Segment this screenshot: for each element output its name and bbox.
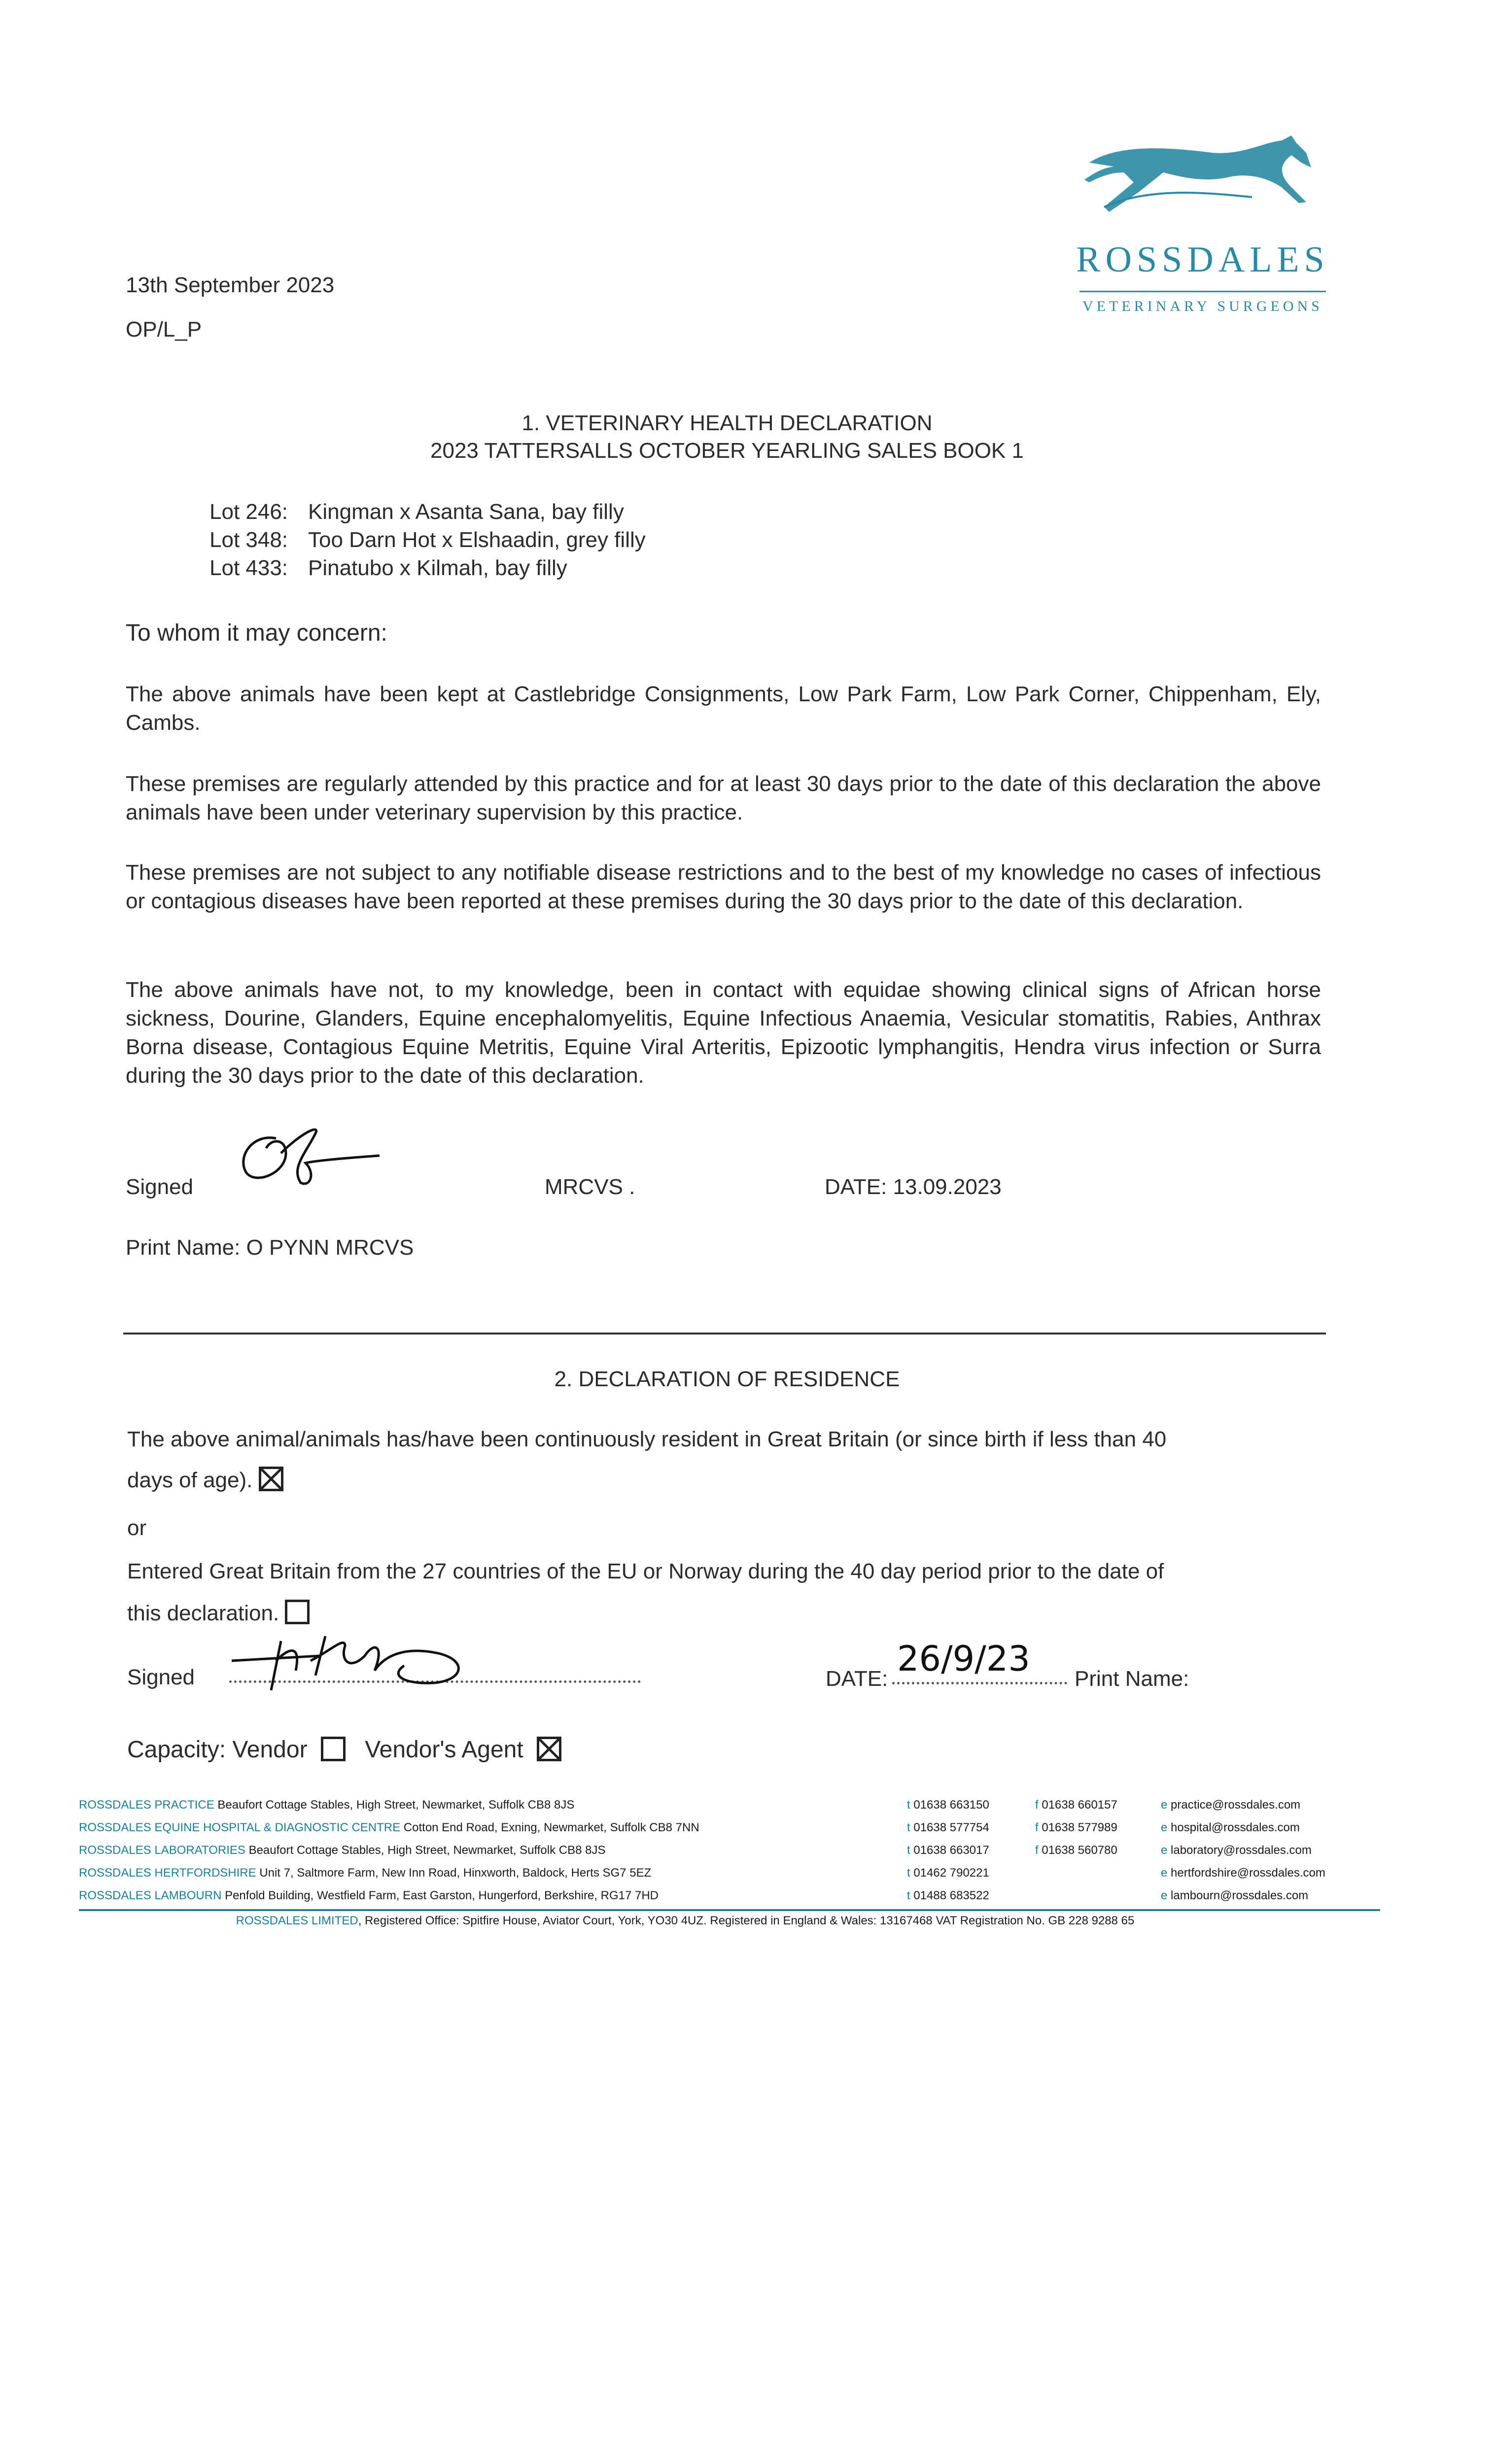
or-label: or [127, 1516, 147, 1540]
footer-row: ROSSDALES EQUINE HOSPITAL & DIAGNOSTIC CENTRE Cotton End Road, Exning, Newmarket, Suffolk CB8 7NN t 01638 577754 f 01638 577989 e hospital@rossdales.com [79, 1821, 1300, 1834]
paragraph-restrictions: These premises are not subject to any notifiable disease restrictions and to the best of my knowledge no cases of infectious or contagious diseases have been reported at these premises during the 30 days prior to the date of this declaration. [126, 860, 1321, 913]
brand-divider [1079, 291, 1326, 292]
section-divider [123, 1333, 1326, 1335]
vendor-checkbox[interactable] [321, 1737, 346, 1761]
vet-signature [232, 1119, 389, 1188]
section2-title: 2. DECLARATION OF RESIDENCE [554, 1367, 900, 1391]
residence-option2 [127, 1599, 310, 1627]
footer-row: ROSSDALES PRACTICE Beaufort Cottage Stables, High Street, Newmarket, Suffolk CB8 8JS t 01638 663150 f 01638 660157 e practice@rossdales.com [79, 1798, 1301, 1812]
paragraph-premises: The above animals have been kept at Castlebridge Consignments, Low Park Farm, Low Park Corner, Chippenham, Ely, Cambs. [126, 682, 1321, 735]
vet-date: DATE: 13.09.2023 [825, 1175, 1002, 1199]
rossdales-horse-logo [1075, 133, 1331, 237]
capacity-row [127, 1735, 561, 1765]
letter-reference: OP/L_P [126, 317, 202, 342]
vendors-agent-checkbox[interactable] [537, 1737, 561, 1761]
salutation: To whom it may concern: [126, 620, 387, 646]
lot-item: Lot 246: Kingman x Asanta Sana, bay filly [209, 500, 624, 524]
residence-option2-line2: this declaration. [127, 1601, 279, 1625]
vet-print-name: Print Name: O PYNN MRCVS [126, 1235, 414, 1260]
vet-signed-label: Signed [126, 1175, 194, 1199]
footer-row: ROSSDALES LABORATORIES Beaufort Cottage Stables, High Street, Newmarket, Suffolk CB8 8JS t 01638 663017 f 01638 560780 e laboratory@rossdales.com [79, 1844, 1312, 1857]
resident-checkbox[interactable] [259, 1467, 283, 1491]
vendor-signature [227, 1626, 493, 1695]
residence-option1 [127, 1466, 283, 1494]
lot-list [209, 498, 646, 582]
brand-name: ROSSDALES [1076, 240, 1329, 280]
residence-option1-line2: days of age). [127, 1468, 253, 1492]
residence-option2-line1: Entered Great Britain from the 27 countries of the EU or Norway during the 40 day period prior to the date of [127, 1559, 1164, 1583]
footer [79, 1794, 1380, 1931]
lot-item: Lot 433: Pinatubo x Kilmah, bay filly [209, 556, 567, 580]
footer-company: ROSSDALES LIMITED, Registered Office: Spitfire House, Aviator Court, York, YO30 4UZ. Registered in England & Wales: 13167468 VAT Registration No. GB 228 9288 65 [236, 1914, 1135, 1927]
section1-subtitle: 2023 TATTERSALLS OCTOBER YEARLING SALES BOOK 1 [430, 439, 1024, 463]
vendor-signed-label: Signed [127, 1665, 195, 1689]
footer-row: ROSSDALES LAMBOURN Penfold Building, Westfield Farm, East Garston, Hungerford, Berkshire, RG17 7HD t 01488 683522 e lambourn@rossdales.com [79, 1889, 1309, 1902]
vendor-handwritten-date: 26/9/23 [897, 1639, 1030, 1679]
mrcvs-label: MRCVS . [545, 1175, 635, 1199]
paragraph-supervision: These premises are regularly attended by this practice and for at least 30 days prior to the date of this declaration the above animals have been under veterinary supervision by this practice. [126, 772, 1321, 824]
vendor-print-name-label: Print Name: [1075, 1667, 1189, 1691]
section1-title: 1. VETERINARY HEALTH DECLARATION [522, 411, 933, 435]
footer-row: ROSSDALES HERTFORDSHIRE Unit 7, Saltmore Farm, New Inn Road, Hinxworth, Baldock, Herts SG7 5EZ t 01462 790221 e hertfordshire@rossdales.com [79, 1866, 1325, 1880]
letter-date: 13th September 2023 [126, 273, 335, 297]
capacity-agent-label: Vendor's Agent [365, 1737, 523, 1763]
vendor-date-label: DATE: [826, 1667, 888, 1691]
vendor-date-line [892, 1682, 1067, 1684]
lot-item: Lot 348: Too Darn Hot x Elshaadin, grey filly [209, 528, 646, 552]
brand-tagline: VETERINARY SURGEONS [1082, 298, 1323, 314]
capacity-vendor-label: Capacity: Vendor [127, 1737, 308, 1763]
residence-option1-line1: The above animal/animals has/have been continuously resident in Great Britain (or since birth if less than 40 [127, 1427, 1167, 1451]
entered-gb-checkbox[interactable] [285, 1600, 310, 1624]
paragraph-contact: The above animals have not, to my knowledge, been in contact with equidae showing clinical signs of African horse sickness, Dourine, Glanders, Equine encephalomyelitis, Equine Infectious Anaemia, Vesicular stomatitis, Rabies, Anthrax Borna disease, Contagious Equine Metritis, Equine Viral Arteritis, Epizootic lymphangitis, Hendra virus infection or Surra during the 30 days prior to the date of this declaration. [126, 978, 1321, 1088]
